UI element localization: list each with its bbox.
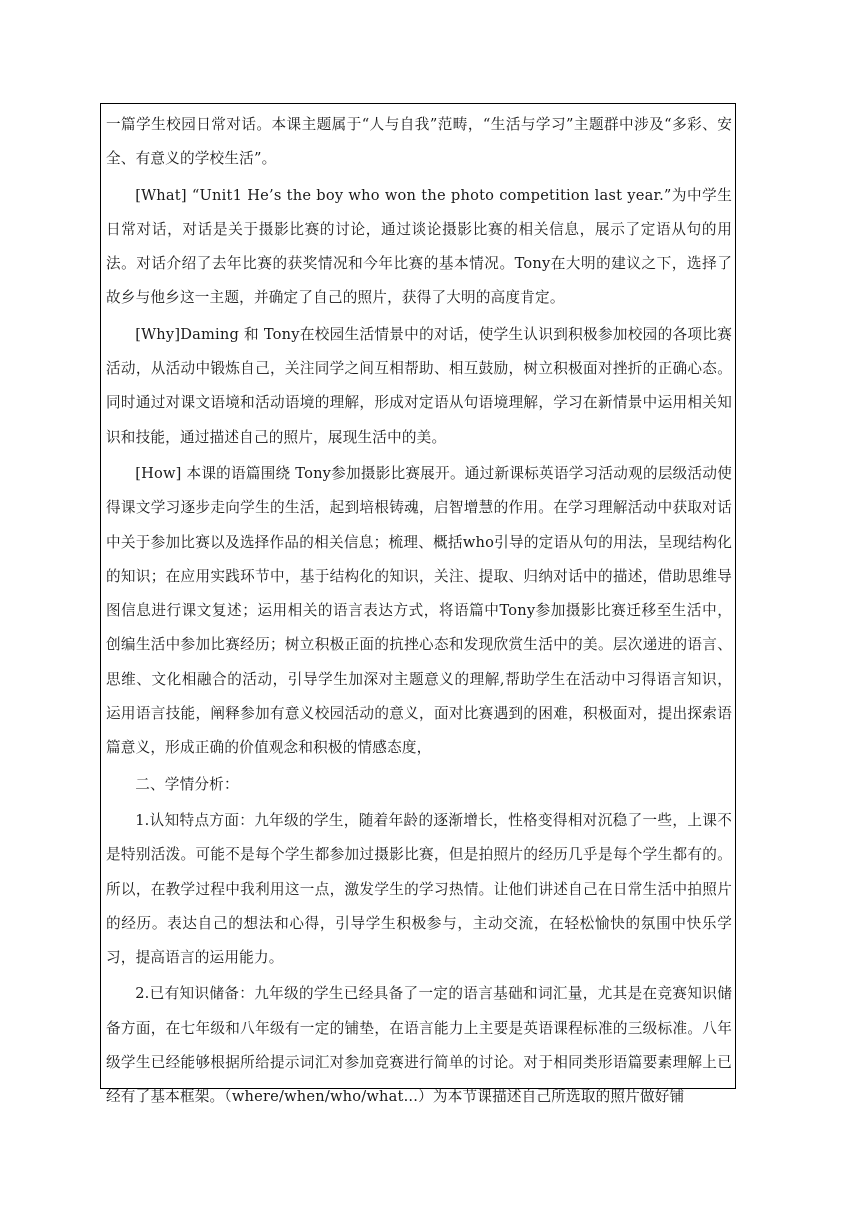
document-body: [106, 108, 732, 1117]
paragraph-prior-knowledge: 2.已有知识储备：九年级的学生已经具备了一定的语言基础和词汇量，尤其是在竞赛知识储备方面，在七年级和八年级有一定的铺垫，在语言能力上主要是英语课程标准的三级标准。八年级学生已经能够根据所给提示词汇对参加竞赛进行简单的讨论。对于相同类形语篇要素理解上已经有了基本框架。（where/when/who/what...）为本节课描述自己所选取的照片做好铺: [106, 985, 732, 1106]
section-heading-student-analysis: 二、学情分析：: [135, 775, 239, 793]
paragraph-why: [Why]Daming 和 Tony在校园生活情景中的对话，使学生认识到积极参加校园的各项比赛活动，从活动中锻炼自己，关注同学之间互相帮助、相互鼓励，树立积极面对挫折的正确心态。同时通过对课文语境和活动语境的理解，形成对定语从句语境理解，学习在新情景中运用相关知识和技能，通过描述自己的照片，展现生活中的美。: [106, 325, 732, 446]
paragraph-how: [How] 本课的语篇围绕 Tony参加摄影比赛展开。通过新课标英语学习活动观的层级活动使得课文学习逐步走向学生的生活，起到培根铸魂，启智增慧的作用。在学习理解活动中获取对话中关于参加比赛以及选择作品的相关信息；梳理、概括who引导的定语从句的用法，呈现结构化的知识；在应用实践环节中，基于结构化的知识，关注、提取、归纳对话中的描述，借助思维导图信息进行课文复述；运用相关的语言表达方式，将语篇中Tony参加摄影比赛迁移至生活中，创编生活中参加比赛经历；树立积极正面的抗挫心态和发现欣赏生活中的美。层次递进的语言、思维、文化相融合的活动，引导学生加深对主题意义的理解,帮助学生在活动中习得语言知识，运用语言技能，阐释参加有意义校园活动的意义，面对比赛遇到的困难，积极面对，提出探索语篇意义，形成正确的价值观念和积极的情感态度，: [106, 464, 732, 757]
paragraph-intro-continuation: 一篇学生校园日常对话。本课主题属于“人与自我”范畴，“生活与学习”主题群中涉及“多彩、安全、有意义的学校生活”。: [106, 116, 732, 168]
paragraph-cognitive-features: 1.认知特点方面：九年级的学生，随着年龄的逐渐增长，性格变得相对沉稳了一些，上课不是特别活泼。可能不是每个学生都参加过摄影比赛，但是拍照片的经历几乎是每个学生都有的。所以，在教学过程中我利用这一点，激发学生的学习热情。让他们讲述自己在日常生活中拍照片的经历。表达自己的想法和心得，引导学生积极参与，主动交流，在轻松愉快的氛围中快乐学习，提高语言的运用能力。: [106, 811, 732, 967]
paragraph-what: [What] “Unit1 He’s the boy who won the photo competition last year.”为中学生日常对话，对话是关于摄影比赛的讨论，通过谈论摄影比赛的相关信息，展示了定语从句的用法。对话介绍了去年比赛的获奖情况和今年比赛的基本情况。Tony在大明的建议之下，选择了故乡与他乡这一主题，并确定了自己的照片，获得了大明的高度肯定。: [106, 186, 732, 307]
